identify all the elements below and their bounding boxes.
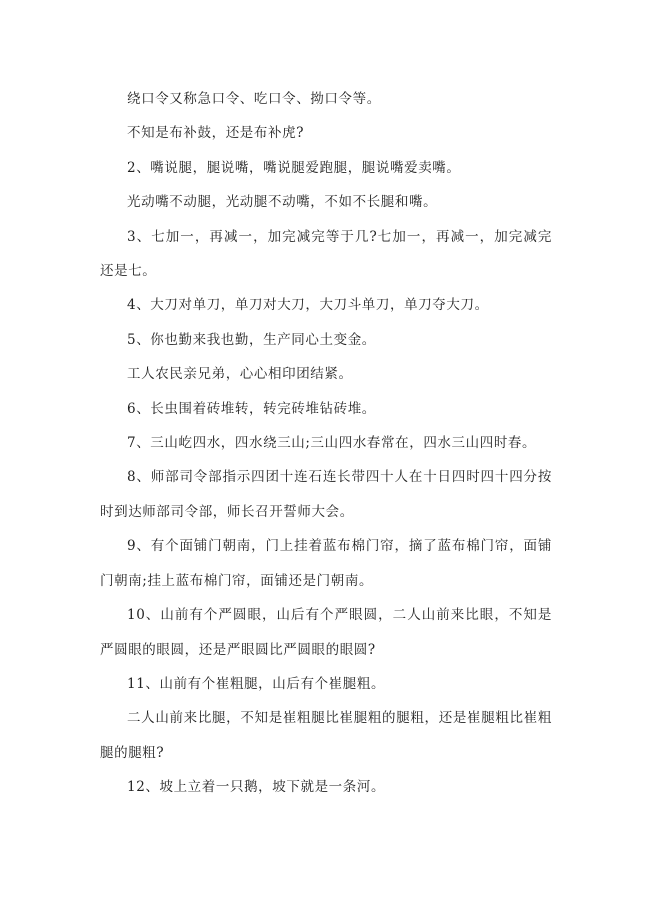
paragraph-5-cont: 工人农民亲兄弟，心心相印团结紧。 [127,366,353,383]
document-body [100,82,552,805]
paragraph-7: 7、三山屹四水，四水绕三山;三山四水春常在，四水三山四时春。 [127,435,537,452]
paragraph-6: 6、长虫围着砖堆转，转完砖堆钻砖堆。 [127,400,376,417]
paragraph-11: 11、山前有个崔粗腿，山后有个崔腿粗。 [127,675,386,692]
paragraph-1-cont: 不知是布补鼓，还是布补虎? [127,125,305,142]
paragraph-4: 4、大刀对单刀，单刀对大刀，大刀斗单刀，单刀夺大刀。 [127,297,489,314]
paragraph-10: 10、山前有个严圆眼，山后有个严眼圆，二人山前来比眼，不知是严圆眼的眼圆，还是严眼圆比严圆眼的眼圆? [100,607,552,658]
paragraph-8: 8、师部司令部指示四团十连石连长带四十人在十日四时四十四分按时到达师部司令部，师长召开誓师大会。 [100,469,552,520]
paragraph-3: 3、七加一，再减一，加完减完等于几?七加一，再减一，加完减完还是七。 [100,228,552,280]
paragraph-intro: 绕口令又称急口令、吃口令、拗口令等。 [127,91,381,107]
paragraph-12: 12、坡上立着一只鹅，坡下就是一条河。 [127,779,386,796]
paragraph-5: 5、你也勤来我也勤，生产同心土变金。 [127,331,376,348]
paragraph-11-cont: 二人山前来比腿，不知是崔粗腿比崔腿粗的腿粗，还是崔腿粗比崔粗腿的腿粗? [100,710,552,761]
paragraph-2: 2、嘴说腿，腿说嘴，嘴说腿爱跑腿，腿说嘴爱卖嘴。 [127,159,461,176]
paragraph-2-cont: 光动嘴不动腿，光动腿不动嘴，不如不长腿和嘴。 [127,194,438,211]
paragraph-9: 9、有个面铺门朝南，门上挂着蓝布棉门帘，摘了蓝布棉门帘，面铺门朝南;挂上蓝布棉门帘，面铺还是门朝南。 [100,538,552,589]
